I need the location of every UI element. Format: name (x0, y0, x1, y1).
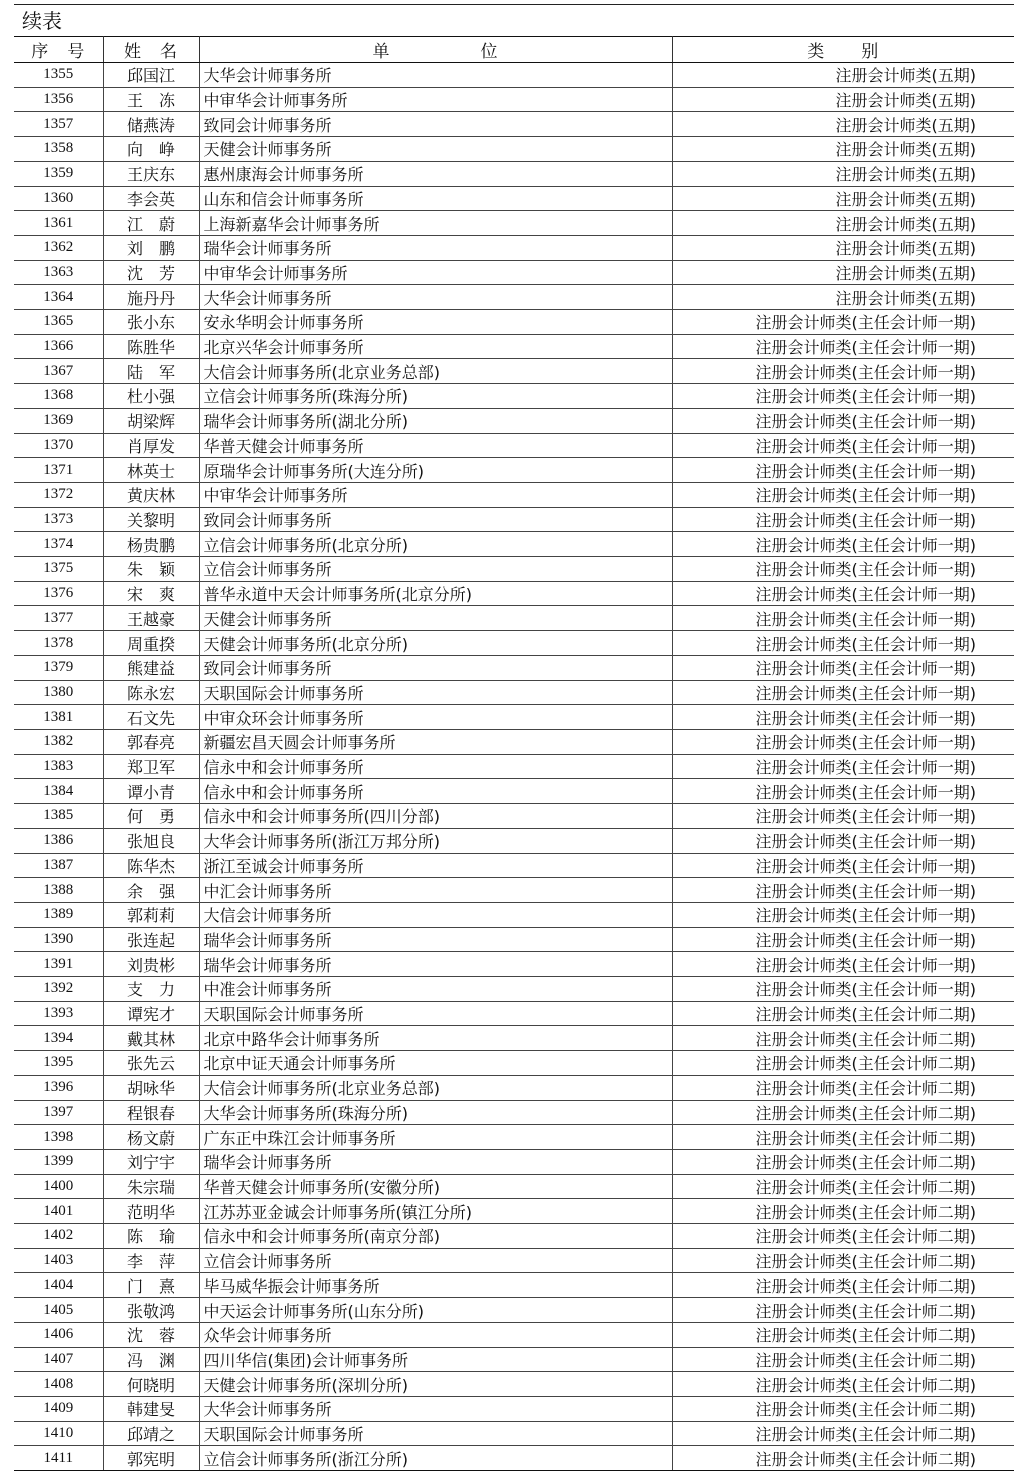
row-name: 郭莉莉 (103, 902, 199, 927)
row-category: 注册会计师类(主任会计师一期) (672, 655, 1014, 680)
row-name: 王越豪 (103, 606, 199, 631)
table-row (14, 1125, 1014, 1150)
table-row (14, 260, 1014, 285)
row-name: 谭宪才 (103, 1001, 199, 1026)
row-unit: 上海新嘉华会计师事务所 (199, 211, 672, 236)
row-category: 注册会计师类(主任会计师二期) (672, 1446, 1014, 1471)
row-category: 注册会计师类(主任会计师二期) (672, 1026, 1014, 1051)
row-number: 1409 (14, 1396, 103, 1421)
row-unit: 中准会计师事务所 (199, 977, 672, 1002)
row-unit: 大华会计师事务所(珠海分所) (199, 1100, 672, 1125)
row-number: 1401 (14, 1199, 103, 1224)
row-unit: 广东正中珠江会计师事务所 (199, 1125, 672, 1150)
row-unit: 信永中和会计师事务所(四川分部) (199, 804, 672, 829)
row-category: 注册会计师类(主任会计师二期) (672, 1051, 1014, 1076)
row-name: 石文先 (103, 705, 199, 730)
table-row (14, 828, 1014, 853)
row-number: 1362 (14, 235, 103, 260)
row-category: 注册会计师类(主任会计师一期) (672, 359, 1014, 384)
header-unit: 单 位 (199, 37, 672, 63)
table-row (14, 952, 1014, 977)
row-number: 1405 (14, 1298, 103, 1323)
row-name: 朱宗瑞 (103, 1174, 199, 1199)
row-unit: 瑞华会计师事务所 (199, 235, 672, 260)
row-category: 注册会计师类(主任会计师一期) (672, 977, 1014, 1002)
row-number: 1377 (14, 606, 103, 631)
table-row (14, 1149, 1014, 1174)
row-category: 注册会计师类(主任会计师二期) (672, 1125, 1014, 1150)
row-name: 何晓明 (103, 1372, 199, 1397)
table-header (14, 37, 1014, 63)
row-category: 注册会计师类(主任会计师一期) (672, 902, 1014, 927)
row-name: 陈胜华 (103, 334, 199, 359)
row-number: 1383 (14, 754, 103, 779)
table-row (14, 1446, 1014, 1471)
row-category: 注册会计师类(主任会计师一期) (672, 458, 1014, 483)
table-row (14, 1372, 1014, 1397)
table-row (14, 87, 1014, 112)
row-name: 郭宪明 (103, 1446, 199, 1471)
row-number: 1379 (14, 655, 103, 680)
table-row (14, 557, 1014, 582)
row-number: 1404 (14, 1273, 103, 1298)
row-number: 1388 (14, 878, 103, 903)
row-name: 胡咏华 (103, 1075, 199, 1100)
row-name: 储燕涛 (103, 112, 199, 137)
row-unit: 浙江至诚会计师事务所 (199, 853, 672, 878)
row-number: 1369 (14, 408, 103, 433)
table-row (14, 705, 1014, 730)
row-category: 注册会计师类(五期) (672, 211, 1014, 236)
row-category: 注册会计师类(主任会计师一期) (672, 532, 1014, 557)
row-number: 1387 (14, 853, 103, 878)
row-number: 1391 (14, 952, 103, 977)
row-unit: 华普天健会计师事务所 (199, 433, 672, 458)
row-category: 注册会计师类(主任会计师一期) (672, 952, 1014, 977)
row-name: 张先云 (103, 1051, 199, 1076)
row-name: 周重揆 (103, 631, 199, 656)
row-category: 注册会计师类(主任会计师一期) (672, 828, 1014, 853)
row-number: 1395 (14, 1051, 103, 1076)
row-name: 范明华 (103, 1199, 199, 1224)
row-name: 李 萍 (103, 1248, 199, 1273)
top-rule (14, 4, 1014, 5)
row-name: 邱国江 (103, 63, 199, 88)
row-category: 注册会计师类(主任会计师二期) (672, 1199, 1014, 1224)
row-category: 注册会计师类(主任会计师一期) (672, 606, 1014, 631)
row-category: 注册会计师类(主任会计师二期) (672, 1075, 1014, 1100)
row-unit: 信永中和会计师事务所 (199, 754, 672, 779)
row-unit: 天健会计师事务所 (199, 137, 672, 162)
row-unit: 瑞华会计师事务所 (199, 1149, 672, 1174)
row-category: 注册会计师类(主任会计师二期) (672, 1100, 1014, 1125)
row-unit: 天职国际会计师事务所 (199, 680, 672, 705)
table-row (14, 161, 1014, 186)
row-unit: 江苏苏亚金诚会计师事务所(镇江分所) (199, 1199, 672, 1224)
row-name: 谭小青 (103, 779, 199, 804)
row-number: 1382 (14, 729, 103, 754)
row-number: 1365 (14, 310, 103, 335)
row-name: 程银春 (103, 1100, 199, 1125)
row-category: 注册会计师类(主任会计师二期) (672, 1396, 1014, 1421)
row-unit: 北京兴华会计师事务所 (199, 334, 672, 359)
table-row (14, 729, 1014, 754)
table-row (14, 581, 1014, 606)
row-category: 注册会计师类(五期) (672, 235, 1014, 260)
row-number: 1398 (14, 1125, 103, 1150)
row-number: 1389 (14, 902, 103, 927)
table-row (14, 1224, 1014, 1249)
table-row (14, 384, 1014, 409)
table-row (14, 902, 1014, 927)
row-number: 1384 (14, 779, 103, 804)
row-category: 注册会计师类(主任会计师二期) (672, 1273, 1014, 1298)
row-unit: 致同会计师事务所 (199, 507, 672, 532)
row-name: 杨文蔚 (103, 1125, 199, 1150)
table-row (14, 310, 1014, 335)
row-number: 1396 (14, 1075, 103, 1100)
row-number: 1371 (14, 458, 103, 483)
row-number: 1360 (14, 186, 103, 211)
row-number: 1358 (14, 137, 103, 162)
row-unit: 中汇会计师事务所 (199, 878, 672, 903)
header-number: 序 号 (14, 37, 103, 63)
row-name: 支 力 (103, 977, 199, 1002)
table-row (14, 235, 1014, 260)
row-category: 注册会计师类(主任会计师一期) (672, 927, 1014, 952)
row-unit: 天健会计师事务所(北京分所) (199, 631, 672, 656)
row-unit: 立信会计师事务所(浙江分所) (199, 1446, 672, 1471)
roster-table (14, 36, 1014, 1471)
row-number: 1385 (14, 804, 103, 829)
row-name: 郭春亮 (103, 729, 199, 754)
row-number: 1399 (14, 1149, 103, 1174)
row-number: 1403 (14, 1248, 103, 1273)
row-category: 注册会计师类(主任会计师一期) (672, 754, 1014, 779)
row-number: 1368 (14, 384, 103, 409)
row-category: 注册会计师类(主任会计师二期) (672, 1372, 1014, 1397)
row-number: 1375 (14, 557, 103, 582)
table-row (14, 1001, 1014, 1026)
row-number: 1361 (14, 211, 103, 236)
row-number: 1367 (14, 359, 103, 384)
row-name: 门 熹 (103, 1273, 199, 1298)
row-category: 注册会计师类(主任会计师一期) (672, 853, 1014, 878)
row-category: 注册会计师类(主任会计师一期) (672, 581, 1014, 606)
table-row (14, 1421, 1014, 1446)
row-number: 1392 (14, 977, 103, 1002)
row-category: 注册会计师类(主任会计师二期) (672, 1421, 1014, 1446)
table-row (14, 754, 1014, 779)
row-category: 注册会计师类(主任会计师二期) (672, 1149, 1014, 1174)
row-number: 1408 (14, 1372, 103, 1397)
row-category: 注册会计师类(主任会计师二期) (672, 1347, 1014, 1372)
row-number: 1355 (14, 63, 103, 88)
row-number: 1359 (14, 161, 103, 186)
table-row (14, 606, 1014, 631)
table-row (14, 137, 1014, 162)
row-number: 1356 (14, 87, 103, 112)
row-name: 刘贵彬 (103, 952, 199, 977)
row-name: 张小东 (103, 310, 199, 335)
row-number: 1376 (14, 581, 103, 606)
row-unit: 中审众环会计师事务所 (199, 705, 672, 730)
row-number: 1393 (14, 1001, 103, 1026)
row-category: 注册会计师类(主任会计师二期) (672, 1174, 1014, 1199)
row-category: 注册会计师类(主任会计师一期) (672, 779, 1014, 804)
row-unit: 北京中路华会计师事务所 (199, 1026, 672, 1051)
row-name: 韩建旻 (103, 1396, 199, 1421)
row-unit: 天健会计师事务所(深圳分所) (199, 1372, 672, 1397)
row-category: 注册会计师类(主任会计师一期) (672, 680, 1014, 705)
row-number: 1410 (14, 1421, 103, 1446)
row-category: 注册会计师类(主任会计师一期) (672, 334, 1014, 359)
row-name: 熊建益 (103, 655, 199, 680)
row-name: 何 勇 (103, 804, 199, 829)
row-name: 林英士 (103, 458, 199, 483)
row-number: 1386 (14, 828, 103, 853)
table-row (14, 211, 1014, 236)
table-row (14, 359, 1014, 384)
header-category: 类 别 (672, 37, 1014, 63)
row-number: 1364 (14, 285, 103, 310)
row-name: 杨贵鹏 (103, 532, 199, 557)
row-category: 注册会计师类(主任会计师二期) (672, 1298, 1014, 1323)
row-number: 1357 (14, 112, 103, 137)
row-number: 1406 (14, 1322, 103, 1347)
row-unit: 天职国际会计师事务所 (199, 1421, 672, 1446)
row-category: 注册会计师类(五期) (672, 63, 1014, 88)
table-row (14, 63, 1014, 88)
row-unit: 大信会计师事务所(北京业务总部) (199, 359, 672, 384)
row-name: 施丹丹 (103, 285, 199, 310)
table-row (14, 1100, 1014, 1125)
row-category: 注册会计师类(主任会计师一期) (672, 804, 1014, 829)
row-name: 江 蔚 (103, 211, 199, 236)
row-category: 注册会计师类(主任会计师二期) (672, 1322, 1014, 1347)
table-row (14, 1322, 1014, 1347)
row-category: 注册会计师类(五期) (672, 186, 1014, 211)
table-row (14, 1199, 1014, 1224)
row-unit: 信永中和会计师事务所(南京分部) (199, 1224, 672, 1249)
row-name: 黄庆林 (103, 482, 199, 507)
row-name: 王 冻 (103, 87, 199, 112)
row-unit: 毕马威华振会计师事务所 (199, 1273, 672, 1298)
table-row (14, 507, 1014, 532)
table-row (14, 482, 1014, 507)
row-unit: 普华永道中天会计师事务所(北京分所) (199, 581, 672, 606)
row-unit: 天健会计师事务所 (199, 606, 672, 631)
row-number: 1366 (14, 334, 103, 359)
row-category: 注册会计师类(五期) (672, 112, 1014, 137)
table-row (14, 779, 1014, 804)
table-row (14, 458, 1014, 483)
row-number: 1402 (14, 1224, 103, 1249)
row-unit: 瑞华会计师事务所 (199, 927, 672, 952)
row-name: 胡梁辉 (103, 408, 199, 433)
row-number: 1397 (14, 1100, 103, 1125)
row-number: 1400 (14, 1174, 103, 1199)
row-name: 刘宁宇 (103, 1149, 199, 1174)
row-category: 注册会计师类(主任会计师一期) (672, 384, 1014, 409)
table-row (14, 1026, 1014, 1051)
row-name: 李会英 (103, 186, 199, 211)
header-name: 姓 名 (103, 37, 199, 63)
row-category: 注册会计师类(主任会计师一期) (672, 310, 1014, 335)
row-category: 注册会计师类(主任会计师一期) (672, 557, 1014, 582)
table-row (14, 112, 1014, 137)
row-unit: 致同会计师事务所 (199, 655, 672, 680)
table-row (14, 1298, 1014, 1323)
row-category: 注册会计师类(主任会计师一期) (672, 433, 1014, 458)
row-number: 1373 (14, 507, 103, 532)
row-unit: 安永华明会计师事务所 (199, 310, 672, 335)
row-name: 陈永宏 (103, 680, 199, 705)
table-row (14, 433, 1014, 458)
row-category: 注册会计师类(五期) (672, 137, 1014, 162)
row-name: 余 强 (103, 878, 199, 903)
row-name: 陆 军 (103, 359, 199, 384)
row-category: 注册会计师类(主任会计师一期) (672, 507, 1014, 532)
row-unit: 华普天健会计师事务所(安徽分所) (199, 1174, 672, 1199)
row-number: 1370 (14, 433, 103, 458)
row-number: 1380 (14, 680, 103, 705)
row-category: 注册会计师类(主任会计师二期) (672, 1248, 1014, 1273)
table-row (14, 1273, 1014, 1298)
row-name: 张连起 (103, 927, 199, 952)
row-unit: 大信会计师事务所 (199, 902, 672, 927)
row-name: 邱靖之 (103, 1421, 199, 1446)
row-unit: 大华会计师事务所(浙江万邦分所) (199, 828, 672, 853)
row-name: 陈华杰 (103, 853, 199, 878)
table-row (14, 878, 1014, 903)
row-unit: 中审华会计师事务所 (199, 260, 672, 285)
row-name: 郑卫军 (103, 754, 199, 779)
table-row (14, 1396, 1014, 1421)
row-number: 1381 (14, 705, 103, 730)
row-number: 1390 (14, 927, 103, 952)
row-unit: 立信会计师事务所(珠海分所) (199, 384, 672, 409)
row-name: 朱 颖 (103, 557, 199, 582)
table-row (14, 1174, 1014, 1199)
table-row (14, 1051, 1014, 1076)
table-row (14, 680, 1014, 705)
row-unit: 瑞华会计师事务所 (199, 952, 672, 977)
row-category: 注册会计师类(五期) (672, 161, 1014, 186)
row-unit: 瑞华会计师事务所(湖北分所) (199, 408, 672, 433)
row-unit: 新疆宏昌天圆会计师事务所 (199, 729, 672, 754)
row-category: 注册会计师类(主任会计师一期) (672, 408, 1014, 433)
row-unit: 大华会计师事务所 (199, 1396, 672, 1421)
row-name: 关黎明 (103, 507, 199, 532)
row-unit: 中审华会计师事务所 (199, 87, 672, 112)
table-row (14, 804, 1014, 829)
table-row (14, 853, 1014, 878)
row-number: 1363 (14, 260, 103, 285)
row-category: 注册会计师类(主任会计师一期) (672, 631, 1014, 656)
row-unit: 中天运会计师事务所(山东分所) (199, 1298, 672, 1323)
row-name: 向 峥 (103, 137, 199, 162)
row-unit: 四川华信(集团)会计师事务所 (199, 1347, 672, 1372)
row-name: 陈 瑜 (103, 1224, 199, 1249)
row-unit: 原瑞华会计师事务所(大连分所) (199, 458, 672, 483)
header-row (14, 37, 1014, 63)
row-unit: 大华会计师事务所 (199, 285, 672, 310)
row-unit: 惠州康海会计师事务所 (199, 161, 672, 186)
row-category: 注册会计师类(主任会计师一期) (672, 705, 1014, 730)
row-name: 肖厚发 (103, 433, 199, 458)
row-unit: 立信会计师事务所(北京分所) (199, 532, 672, 557)
table-row (14, 1248, 1014, 1273)
row-name: 张敬鸿 (103, 1298, 199, 1323)
row-category: 注册会计师类(主任会计师二期) (672, 1224, 1014, 1249)
row-number: 1407 (14, 1347, 103, 1372)
row-category: 注册会计师类(主任会计师一期) (672, 729, 1014, 754)
row-name: 张旭良 (103, 828, 199, 853)
row-unit: 众华会计师事务所 (199, 1322, 672, 1347)
table-row (14, 1075, 1014, 1100)
table-caption: 续表 (22, 9, 62, 33)
row-category: 注册会计师类(主任会计师一期) (672, 878, 1014, 903)
row-category: 注册会计师类(五期) (672, 87, 1014, 112)
row-unit: 大华会计师事务所 (199, 63, 672, 88)
row-number: 1374 (14, 532, 103, 557)
row-category: 注册会计师类(主任会计师二期) (672, 1001, 1014, 1026)
row-name: 沈 芳 (103, 260, 199, 285)
row-category: 注册会计师类(五期) (672, 285, 1014, 310)
table-row (14, 927, 1014, 952)
table-row (14, 977, 1014, 1002)
table-body (14, 63, 1014, 1471)
row-unit: 信永中和会计师事务所 (199, 779, 672, 804)
table-row (14, 285, 1014, 310)
row-name: 王庆东 (103, 161, 199, 186)
table-row (14, 186, 1014, 211)
row-category: 注册会计师类(五期) (672, 260, 1014, 285)
table-row (14, 1347, 1014, 1372)
row-unit: 山东和信会计师事务所 (199, 186, 672, 211)
table-row (14, 631, 1014, 656)
row-number: 1394 (14, 1026, 103, 1051)
table-row (14, 532, 1014, 557)
row-number: 1378 (14, 631, 103, 656)
row-number: 1372 (14, 482, 103, 507)
row-unit: 致同会计师事务所 (199, 112, 672, 137)
row-unit: 大信会计师事务所(北京业务总部) (199, 1075, 672, 1100)
row-unit: 北京中证天通会计师事务所 (199, 1051, 672, 1076)
row-name: 宋 爽 (103, 581, 199, 606)
row-category: 注册会计师类(主任会计师一期) (672, 482, 1014, 507)
row-name: 戴其林 (103, 1026, 199, 1051)
row-name: 冯 渊 (103, 1347, 199, 1372)
row-unit: 中审华会计师事务所 (199, 482, 672, 507)
row-unit: 天职国际会计师事务所 (199, 1001, 672, 1026)
row-unit: 立信会计师事务所 (199, 557, 672, 582)
row-name: 杜小强 (103, 384, 199, 409)
table-row (14, 334, 1014, 359)
table-row (14, 655, 1014, 680)
table-row (14, 408, 1014, 433)
row-number: 1411 (14, 1446, 103, 1471)
row-name: 刘 鹏 (103, 235, 199, 260)
row-name: 沈 蓉 (103, 1322, 199, 1347)
row-unit: 立信会计师事务所 (199, 1248, 672, 1273)
